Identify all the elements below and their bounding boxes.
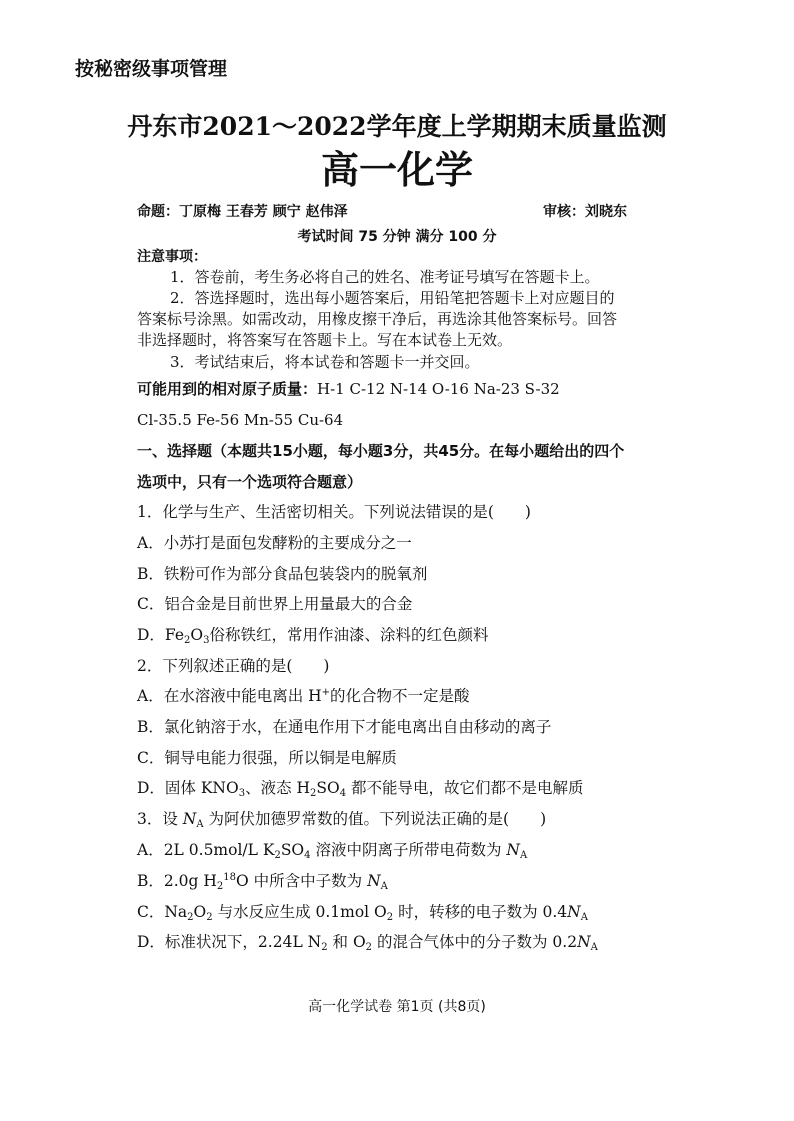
- note-item-2-cont: 非选择题时，将答案写在答题卡上。写在本试卷上无效。: [137, 331, 513, 349]
- section-heading: 一、选择题（本题共15小题，每小题3分，共45分。在每小题给出的四个: [137, 442, 625, 460]
- atomic-mass-values: H-1 C-12 N-14 O-16 Na-23 S-32: [317, 380, 560, 398]
- question-2-option-b: B．氯化钠溶于水，在通电作用下才能电离出自由移动的离子: [137, 718, 552, 736]
- reviewer-line: 审核：刘晓东: [543, 204, 627, 220]
- exam-title: 丹东市2021～2022学年度上学期期末质量监测: [127, 112, 667, 141]
- note-item-2: 2．答选择题时，选出每小题答案后，用铅笔把答题卡上对应题目的: [170, 289, 615, 307]
- note-item-1: 1．答卷前，考生务必将自己的姓名、准考证号填写在答题卡上。: [170, 268, 600, 286]
- question-1-stem: 1．化学与生产、生活密切相关。下列说法错误的是( ): [137, 503, 531, 521]
- exam-info: 考试时间 75 分钟 满分 100 分: [297, 229, 497, 245]
- note-item-2-cont: 答案标号涂黑。如需改动，用橡皮擦干净后，再选涂其他答案标号。回答: [137, 310, 618, 328]
- question-3-option-d: D．标准状况下，2.24L $N_2$ 和 $O_2$ 的混合气体中的分子数为 $0.2N_A$: [137, 933, 598, 953]
- question-3-option-b: B．2.0g $H_2^{18}O$ 中所含中子数为 $N_A$: [137, 872, 388, 892]
- note-item-3: 3．考试结束后，将本试卷和答题卡一并交回。: [170, 353, 480, 371]
- question-1-option-d: D．$Fe_2O_3$俗称铁红，常用作油漆、涂料的红色颜料: [137, 626, 489, 646]
- question-1-option-a: A．小苏打是面包发酵粉的主要成分之一: [137, 534, 412, 552]
- question-3-stem: 3．设 $N_A$ 为阿伏加德罗常数的值。下列说法正确的是( ): [137, 810, 547, 830]
- question-2-option-a: A．在水溶液中能电离出 H+的化合物不一定是酸: [137, 687, 470, 705]
- atomic-mass-values-2: Cl-35.5 Fe-56 Mn-55 Cu-64: [137, 411, 344, 429]
- question-2-option-d: D．固体 $KNO_3$、液态 $H_2SO_4$ 都不能导电，故它们都不是电解质: [137, 779, 584, 799]
- authors-line: 命题：丁原梅 王春芳 顾宁 赵伟泽: [137, 204, 348, 220]
- atomic-mass-label: 可能用到的相对原子质量：: [137, 380, 318, 398]
- section-heading-cont: 选项中，只有一个选项符合题意）: [137, 473, 363, 491]
- question-3-option-a: A．2L 0.5mol/L $K_2SO_4$ 溶液中阴离子所带电荷数为 $N_A$: [137, 841, 528, 861]
- notes-heading: 注意事项：: [137, 249, 207, 265]
- question-1-option-c: C．铝合金是目前世界上用量最大的合金: [137, 595, 413, 613]
- secret-level-label: 按秘密级事项管理: [75, 58, 228, 80]
- question-3-option-c: C．$Na_2O_2$ 与水反应生成 0.1mol $O_2$ 时，转移的电子数为 $0.4N_A$: [137, 903, 588, 923]
- subject-title: 高一化学: [320, 148, 473, 192]
- question-2-option-c: C．铜导电能力很强，所以铜是电解质: [137, 749, 397, 767]
- atomic-mass-line: [137, 379, 560, 399]
- page-footer: 高一化学试卷 第1页 (共8页): [308, 999, 486, 1015]
- question-2-stem: 2．下列叙述正确的是( ): [137, 657, 330, 675]
- question-1-option-b: B．铁粉可作为部分食品包装袋内的脱氧剂: [137, 565, 428, 583]
